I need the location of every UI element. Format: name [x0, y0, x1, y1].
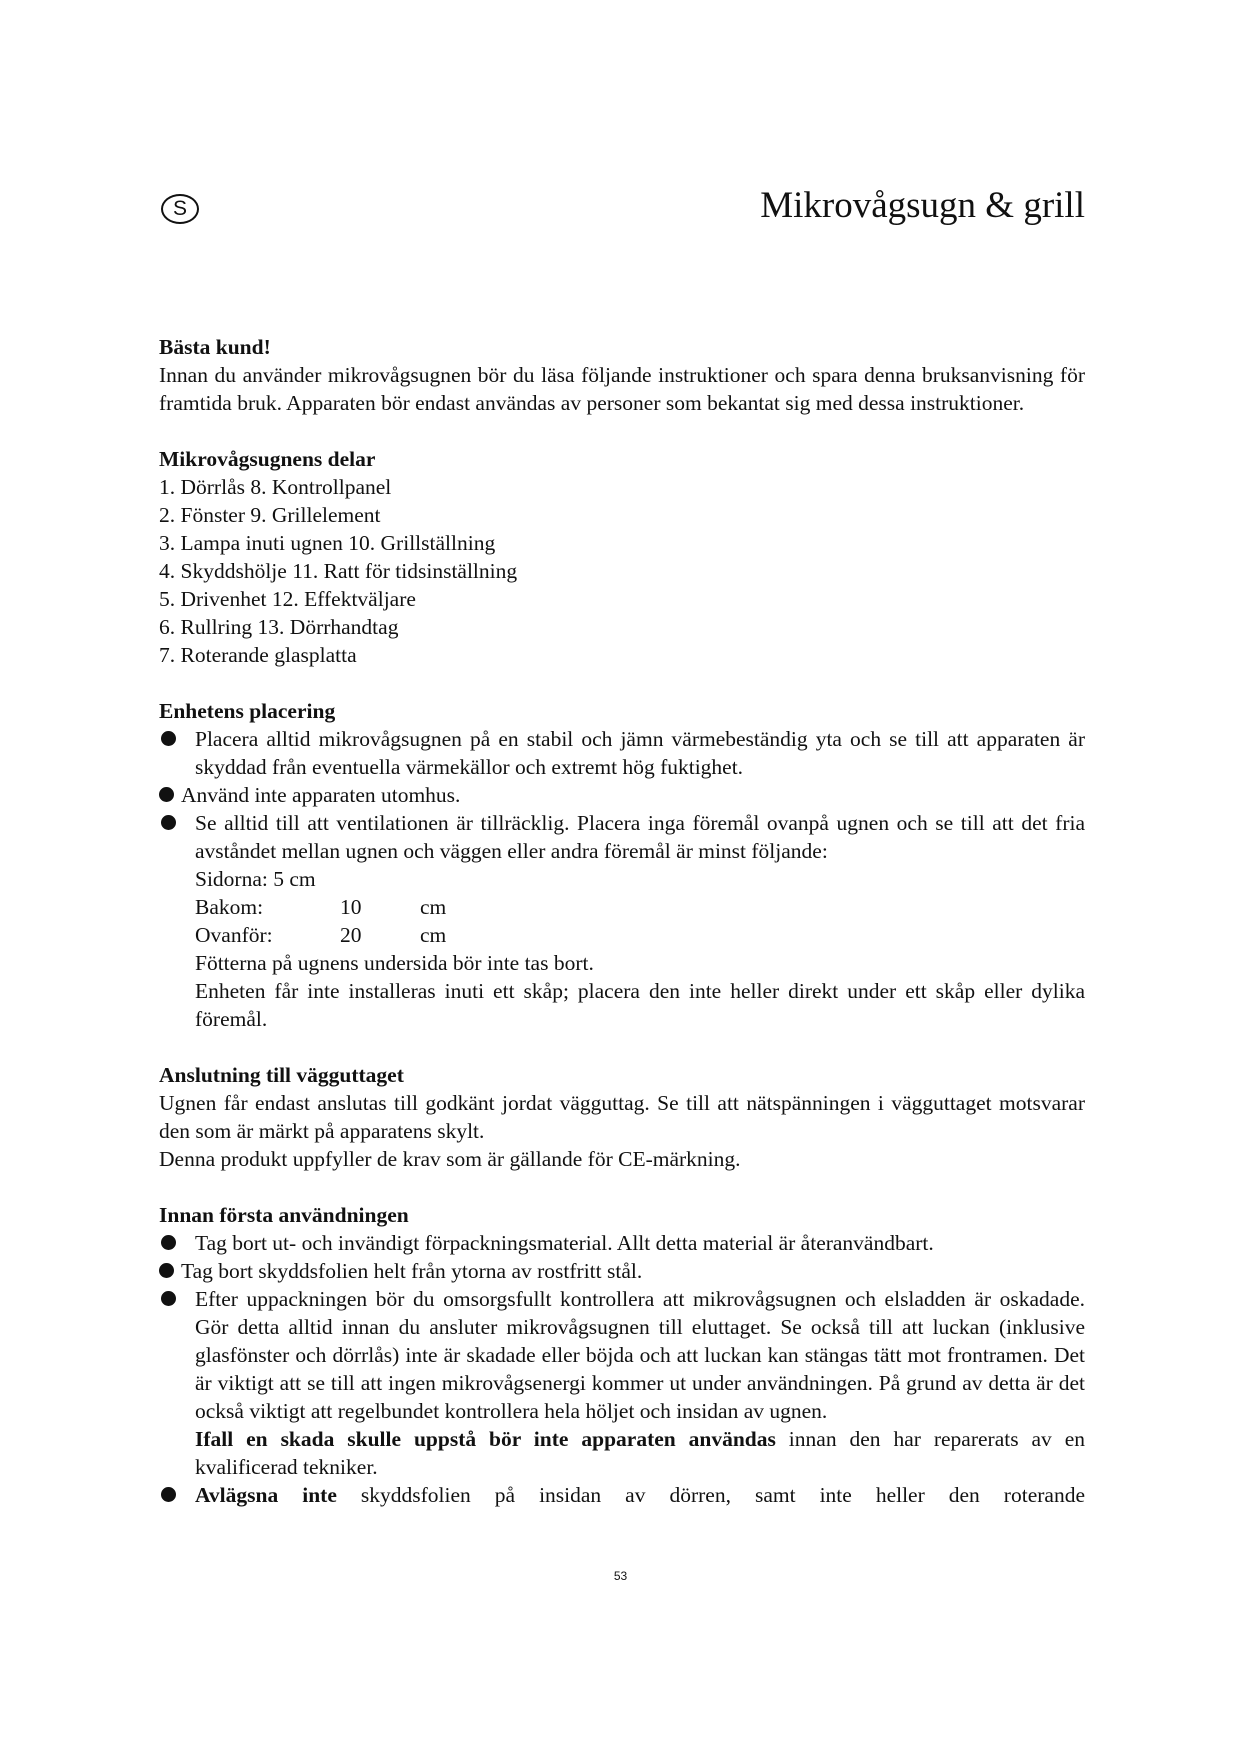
clearance-back-value: 10: [340, 895, 362, 919]
placement-list: [159, 725, 1085, 1033]
parts-list-item: 1. Dörrlås 8. Kontrollpanel: [159, 475, 392, 499]
first-use-bullet-4-bold: Avlägsna inte: [195, 1483, 337, 1507]
connection-section: [159, 1061, 1085, 1173]
list-item: [159, 1229, 1085, 1257]
intro-text: Innan du använder mikrovågsugnen bör du läsa följande instruktioner och spara denna bruksanvisning för framtida bruk. Apparaten bör endast användas av personer som bekantat sig med dessa instruktioner.: [159, 363, 1085, 415]
parts-heading: Mikrovågsugnens delar: [159, 447, 376, 471]
clearance-above-row: [195, 921, 1085, 949]
first-use-bullet-2: Tag bort skyddsfolien helt från ytorna av rostfritt stål.: [181, 1259, 643, 1283]
placement-bullet-3: Se alltid till att ventilationen är tillräcklig. Placera inga föremål ovanpå ugnen och se till att det fria avståndet mellan ugnen och väggen eller andra föremål är minst följande:: [195, 811, 1085, 863]
placement-section: [159, 697, 1085, 1033]
placement-bullet-1: Placera alltid mikrovågsugnen på en stabil och jämn värmebeständig yta och se till att apparaten är skyddad från eventuella värmekällor och extremt hög fuktighet.: [195, 727, 1085, 779]
first-use-bullet-3: Efter uppackningen bör du omsorgsfullt kontrollera att mikrovågsugnen och elsladden är oskadade. Gör detta alltid innan du ansluter mikrovågsugnen till eluttaget. Se också till att luckan (inklusive glasfönster och dörrlås) inte är skadade eller böjda och att luckan kan stängas tätt mot frontramen. Det är viktigt att se till att ingen mikrovågsenergi kommer ut under användningen. På grund av detta är det också viktigt att regelbundet kontrollera hela höljet och insidan av ugnen.: [195, 1287, 1085, 1423]
feet-note: Fötterna på ugnens undersida bör inte tas bort.: [195, 951, 594, 975]
clearance-above-unit: cm: [420, 923, 447, 947]
clearance-back-label: Bakom:: [195, 895, 264, 919]
clearance-back-unit: cm: [420, 895, 447, 919]
first-use-bullet-4-rest: skyddsfolien på insidan av dörren, samt inte heller den roterande: [336, 1483, 1085, 1507]
parts-list-item: 7. Roterande glasplatta: [159, 643, 357, 667]
bullet-icon: [161, 731, 176, 746]
list-item: [159, 725, 1085, 781]
parts-list-item: 4. Skyddshölje 11. Ratt för tidsinställning: [159, 559, 518, 583]
list-item: [159, 781, 1085, 809]
clearance-above-label: Ovanför:: [195, 923, 273, 947]
bullet-icon: [161, 1291, 176, 1306]
placement-bullet-2: Använd inte apparaten utomhus.: [181, 783, 461, 807]
connection-heading: Anslutning till vägguttaget: [159, 1063, 404, 1087]
language-badge: S: [161, 194, 199, 224]
list-item: [159, 809, 1085, 1033]
damage-warning-bold: Ifall en skada skulle uppstå bör inte apparaten användas: [195, 1427, 776, 1451]
first-use-list: [159, 1229, 1085, 1509]
page-content: [159, 333, 1085, 1509]
parts-section: [159, 445, 1085, 669]
parts-list-item: 3. Lampa inuti ugnen 10. Grillställning: [159, 531, 496, 555]
damage-warning-rest: innan den har reparerats av en kvalificerad tekniker.: [195, 1427, 1085, 1479]
parts-list-item: 6. Rullring 13. Dörrhandtag: [159, 615, 399, 639]
parts-list-item: 2. Fönster 9. Grillelement: [159, 503, 381, 527]
parts-list-item: 5. Drivenhet 12. Effektväljare: [159, 587, 416, 611]
first-use-heading: Innan första användningen: [159, 1203, 409, 1227]
cabinet-note: Enheten får inte installeras inuti ett skåp; placera den inte heller direkt under ett skåp eller dylika föremål.: [195, 979, 1085, 1031]
clearance-back-row: [195, 893, 1085, 921]
bullet-icon: [161, 1487, 176, 1502]
intro-section: [159, 333, 1085, 417]
list-item: [159, 1285, 1085, 1481]
placement-heading: Enhetens placering: [159, 699, 336, 723]
intro-heading: Bästa kund!: [159, 335, 271, 359]
page-title: Mikrovågsugn & grill: [760, 185, 1085, 226]
bullet-icon: [161, 815, 176, 830]
connection-text-1: Ugnen får endast anslutas till godkänt jordat vägguttag. Se till att nätspänningen i vägguttaget motsvarar den som är märkt på apparatens skylt.: [159, 1091, 1085, 1143]
first-use-section: [159, 1201, 1085, 1509]
page-number: 53: [613, 1569, 628, 1583]
list-item: [159, 1257, 1085, 1285]
first-use-bullet-4: [195, 1481, 1085, 1509]
connection-text-2: Denna produkt uppfyller de krav som är gällande för CE-märkning.: [159, 1147, 741, 1171]
damage-warning: [195, 1425, 1085, 1481]
bullet-icon: [159, 1263, 174, 1278]
first-use-bullet-1: Tag bort ut- och invändigt förpackningsmaterial. Allt detta material är återanvändbart.: [195, 1231, 934, 1255]
clearance-sides: Sidorna: 5 cm: [195, 867, 316, 891]
list-item: [159, 1481, 1085, 1509]
bullet-icon: [159, 787, 174, 802]
parts-list: [159, 473, 1085, 669]
clearance-above-value: 20: [340, 923, 362, 947]
bullet-icon: [161, 1235, 176, 1250]
